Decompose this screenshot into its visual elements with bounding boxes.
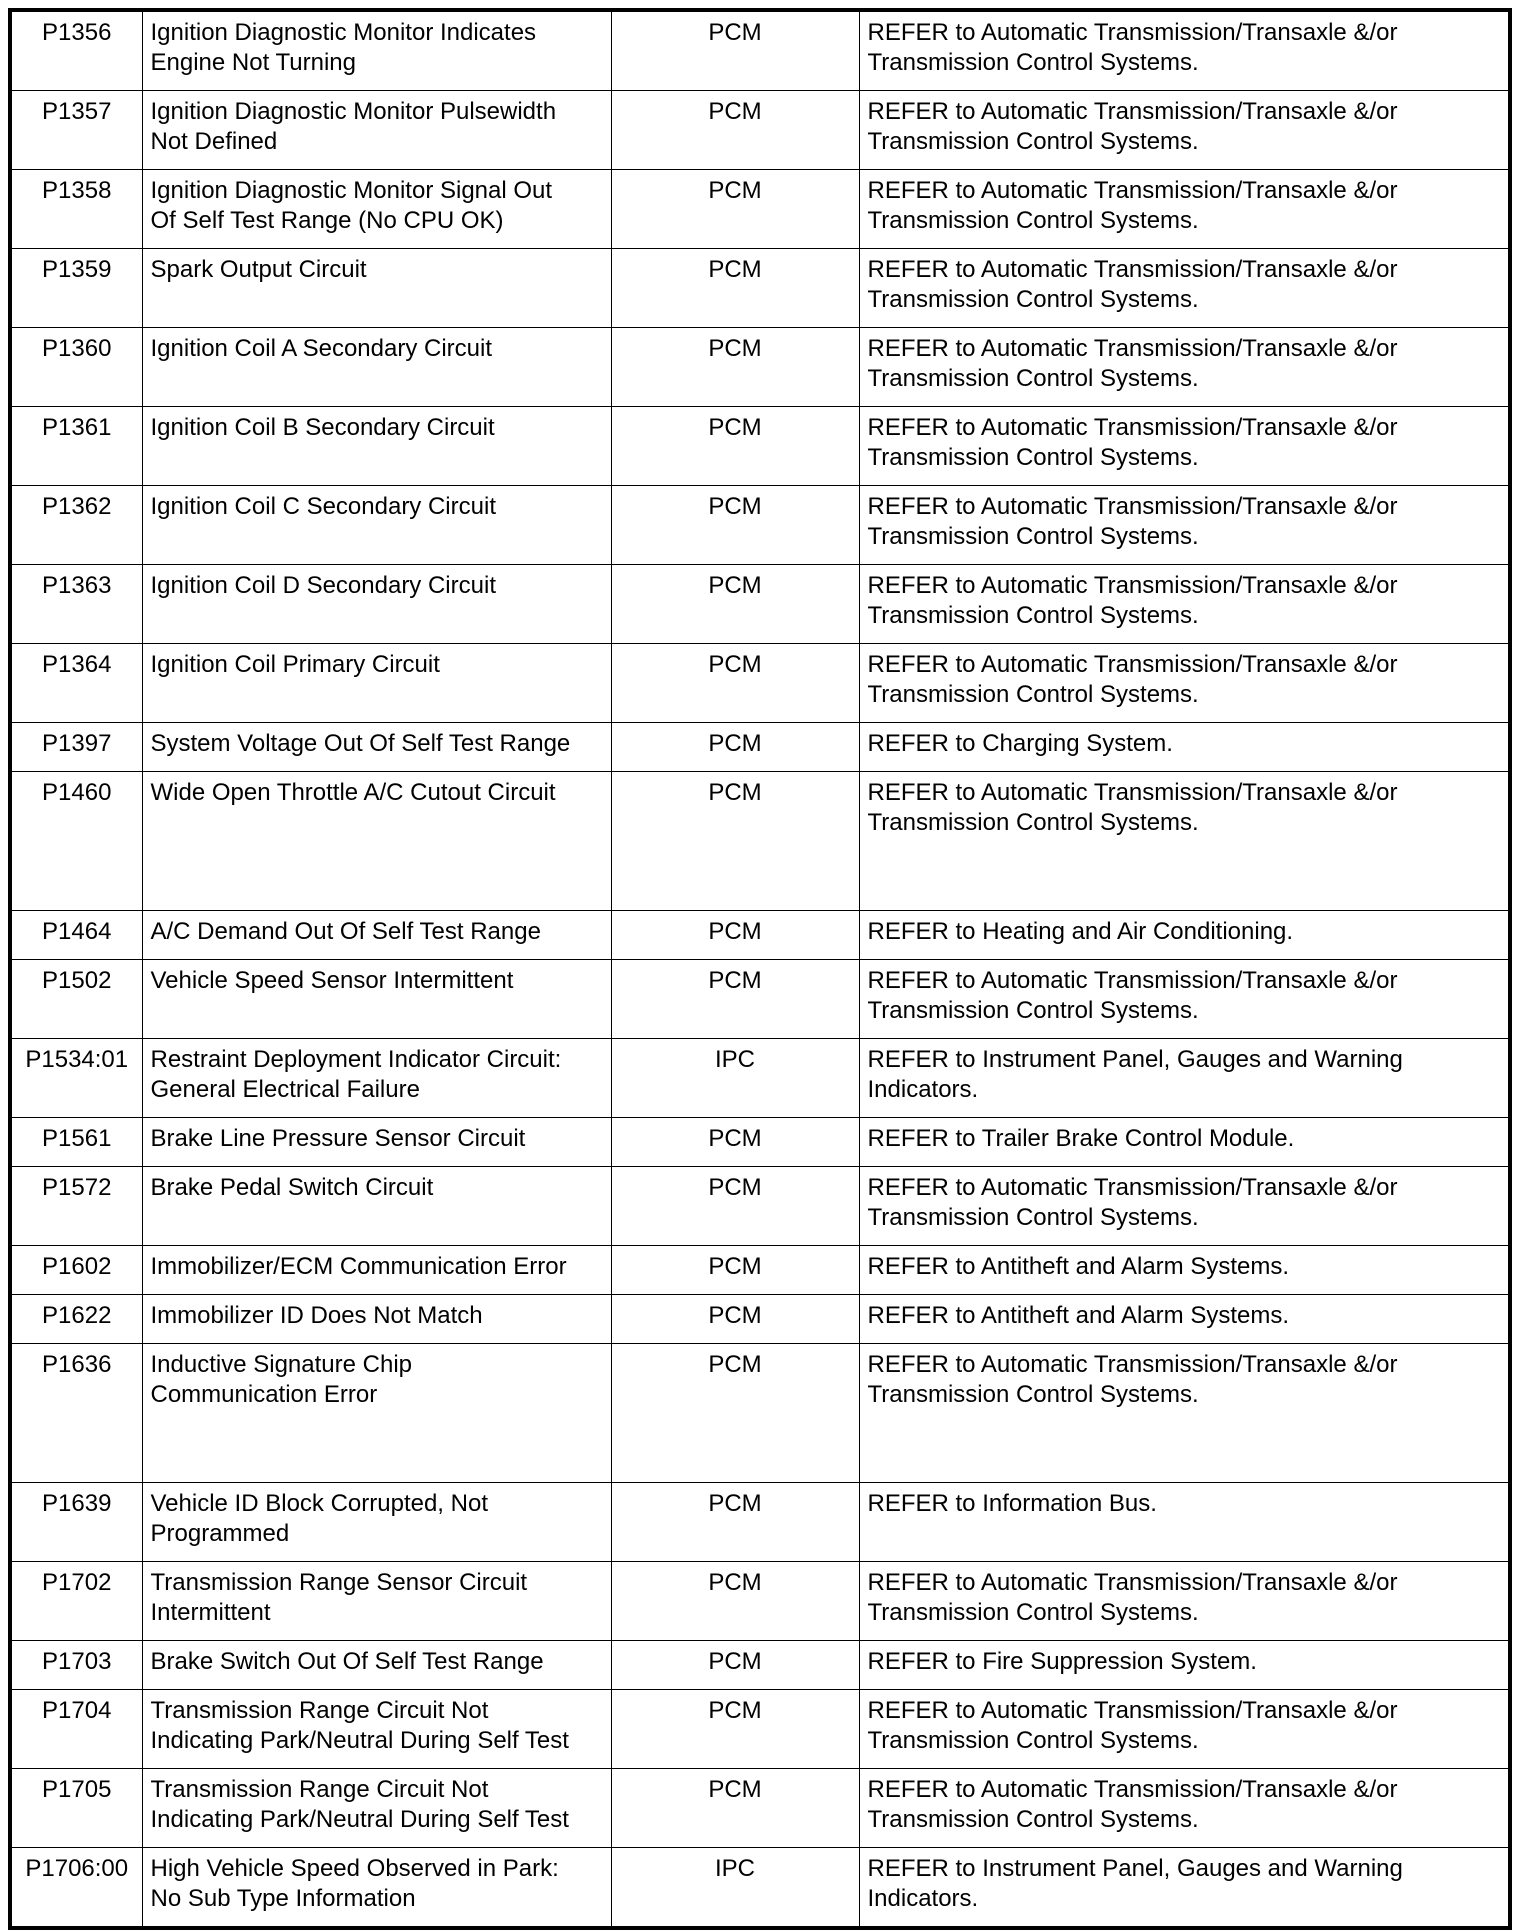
table-row bbox=[10, 1769, 1510, 1848]
dtc-module: PCM bbox=[611, 10, 859, 91]
table-row bbox=[10, 911, 1510, 960]
dtc-description: Vehicle ID Block Corrupted, Not Programmed bbox=[142, 1483, 611, 1562]
dtc-action: REFER to Automatic Transmission/Transaxle &/or Transmission Control Systems. bbox=[859, 328, 1510, 407]
dtc-description: Inductive Signature Chip Communication Error bbox=[142, 1344, 611, 1483]
dtc-description: Ignition Coil D Secondary Circuit bbox=[142, 565, 611, 644]
dtc-description: Ignition Coil Primary Circuit bbox=[142, 644, 611, 723]
dtc-code: P1502 bbox=[10, 960, 142, 1039]
dtc-description: Vehicle Speed Sensor Intermittent bbox=[142, 960, 611, 1039]
dtc-module: PCM bbox=[611, 1295, 859, 1344]
table-row bbox=[10, 772, 1510, 911]
dtc-action: REFER to Information Bus. bbox=[859, 1483, 1510, 1562]
dtc-description: Ignition Coil C Secondary Circuit bbox=[142, 486, 611, 565]
dtc-action: REFER to Automatic Transmission/Transaxle &/or Transmission Control Systems. bbox=[859, 249, 1510, 328]
dtc-code: P1356 bbox=[10, 10, 142, 91]
dtc-action: REFER to Antitheft and Alarm Systems. bbox=[859, 1295, 1510, 1344]
table-row bbox=[10, 1039, 1510, 1118]
table-row bbox=[10, 1344, 1510, 1483]
dtc-code: P1534:01 bbox=[10, 1039, 142, 1118]
dtc-code: P1639 bbox=[10, 1483, 142, 1562]
dtc-code: P1364 bbox=[10, 644, 142, 723]
dtc-code: P1561 bbox=[10, 1118, 142, 1167]
table-row bbox=[10, 644, 1510, 723]
dtc-module: PCM bbox=[611, 1690, 859, 1769]
dtc-description: Spark Output Circuit bbox=[142, 249, 611, 328]
dtc-description: Transmission Range Circuit Not Indicating Park/Neutral During Self Test bbox=[142, 1769, 611, 1848]
dtc-description: Ignition Diagnostic Monitor Pulsewidth Not Defined bbox=[142, 91, 611, 170]
dtc-code: P1706:00 bbox=[10, 1848, 142, 1929]
table-row bbox=[10, 328, 1510, 407]
dtc-code: P1357 bbox=[10, 91, 142, 170]
dtc-action: REFER to Automatic Transmission/Transaxle &/or Transmission Control Systems. bbox=[859, 10, 1510, 91]
dtc-code: P1360 bbox=[10, 328, 142, 407]
dtc-module: PCM bbox=[611, 170, 859, 249]
dtc-action: REFER to Automatic Transmission/Transaxle &/or Transmission Control Systems. bbox=[859, 91, 1510, 170]
dtc-description: A/C Demand Out Of Self Test Range bbox=[142, 911, 611, 960]
dtc-module: PCM bbox=[611, 1344, 859, 1483]
dtc-module: PCM bbox=[611, 1246, 859, 1295]
dtc-action: REFER to Fire Suppression System. bbox=[859, 1641, 1510, 1690]
dtc-code: P1363 bbox=[10, 565, 142, 644]
dtc-module: PCM bbox=[611, 723, 859, 772]
table-row bbox=[10, 249, 1510, 328]
dtc-module: PCM bbox=[611, 911, 859, 960]
table-row bbox=[10, 1118, 1510, 1167]
table-row bbox=[10, 1167, 1510, 1246]
dtc-code: P1358 bbox=[10, 170, 142, 249]
dtc-action: REFER to Trailer Brake Control Module. bbox=[859, 1118, 1510, 1167]
dtc-description: Ignition Diagnostic Monitor Indicates Engine Not Turning bbox=[142, 10, 611, 91]
dtc-module: IPC bbox=[611, 1848, 859, 1929]
dtc-module: PCM bbox=[611, 1167, 859, 1246]
dtc-action: REFER to Automatic Transmission/Transaxle &/or Transmission Control Systems. bbox=[859, 960, 1510, 1039]
dtc-action: REFER to Automatic Transmission/Transaxle &/or Transmission Control Systems. bbox=[859, 170, 1510, 249]
table-row bbox=[10, 170, 1510, 249]
dtc-description: Brake Line Pressure Sensor Circuit bbox=[142, 1118, 611, 1167]
dtc-action: REFER to Automatic Transmission/Transaxle &/or Transmission Control Systems. bbox=[859, 1167, 1510, 1246]
dtc-module: PCM bbox=[611, 328, 859, 407]
table-row bbox=[10, 1246, 1510, 1295]
dtc-action: REFER to Antitheft and Alarm Systems. bbox=[859, 1246, 1510, 1295]
dtc-module: PCM bbox=[611, 91, 859, 170]
table-row bbox=[10, 91, 1510, 170]
dtc-action: REFER to Automatic Transmission/Transaxle &/or Transmission Control Systems. bbox=[859, 1769, 1510, 1848]
dtc-code: P1622 bbox=[10, 1295, 142, 1344]
dtc-description: Transmission Range Sensor Circuit Intermittent bbox=[142, 1562, 611, 1641]
dtc-action: REFER to Automatic Transmission/Transaxle &/or Transmission Control Systems. bbox=[859, 1562, 1510, 1641]
dtc-description: Brake Pedal Switch Circuit bbox=[142, 1167, 611, 1246]
dtc-module: PCM bbox=[611, 1118, 859, 1167]
dtc-description: Immobilizer/ECM Communication Error bbox=[142, 1246, 611, 1295]
table-row bbox=[10, 407, 1510, 486]
dtc-module: PCM bbox=[611, 772, 859, 911]
dtc-description: Transmission Range Circuit Not Indicating Park/Neutral During Self Test bbox=[142, 1690, 611, 1769]
dtc-module: PCM bbox=[611, 960, 859, 1039]
table-row bbox=[10, 10, 1510, 91]
dtc-code: P1362 bbox=[10, 486, 142, 565]
dtc-code: P1359 bbox=[10, 249, 142, 328]
dtc-module: PCM bbox=[611, 1641, 859, 1690]
dtc-action: REFER to Automatic Transmission/Transaxle &/or Transmission Control Systems. bbox=[859, 486, 1510, 565]
table-row bbox=[10, 1641, 1510, 1690]
dtc-code: P1703 bbox=[10, 1641, 142, 1690]
dtc-action: REFER to Automatic Transmission/Transaxle &/or Transmission Control Systems. bbox=[859, 565, 1510, 644]
dtc-description: Ignition Coil A Secondary Circuit bbox=[142, 328, 611, 407]
dtc-action: REFER to Instrument Panel, Gauges and Warning Indicators. bbox=[859, 1848, 1510, 1929]
dtc-table bbox=[8, 8, 1512, 1930]
table-row bbox=[10, 1295, 1510, 1344]
dtc-action: REFER to Automatic Transmission/Transaxle &/or Transmission Control Systems. bbox=[859, 1344, 1510, 1483]
dtc-table-body bbox=[10, 10, 1510, 1928]
dtc-action: REFER to Charging System. bbox=[859, 723, 1510, 772]
dtc-action: REFER to Automatic Transmission/Transaxle &/or Transmission Control Systems. bbox=[859, 407, 1510, 486]
dtc-description: Ignition Diagnostic Monitor Signal Out Of Self Test Range (No CPU OK) bbox=[142, 170, 611, 249]
dtc-code: P1361 bbox=[10, 407, 142, 486]
dtc-code: P1460 bbox=[10, 772, 142, 911]
dtc-description: Brake Switch Out Of Self Test Range bbox=[142, 1641, 611, 1690]
dtc-module: IPC bbox=[611, 1039, 859, 1118]
dtc-code: P1704 bbox=[10, 1690, 142, 1769]
dtc-module: PCM bbox=[611, 1483, 859, 1562]
dtc-module: PCM bbox=[611, 249, 859, 328]
dtc-module: PCM bbox=[611, 407, 859, 486]
dtc-action: REFER to Heating and Air Conditioning. bbox=[859, 911, 1510, 960]
dtc-code: P1572 bbox=[10, 1167, 142, 1246]
dtc-description: System Voltage Out Of Self Test Range bbox=[142, 723, 611, 772]
dtc-code: P1397 bbox=[10, 723, 142, 772]
dtc-module: PCM bbox=[611, 1562, 859, 1641]
table-row bbox=[10, 1848, 1510, 1929]
dtc-action: REFER to Automatic Transmission/Transaxle &/or Transmission Control Systems. bbox=[859, 1690, 1510, 1769]
dtc-code: P1464 bbox=[10, 911, 142, 960]
table-row bbox=[10, 565, 1510, 644]
dtc-action: REFER to Automatic Transmission/Transaxle &/or Transmission Control Systems. bbox=[859, 772, 1510, 911]
table-row bbox=[10, 1562, 1510, 1641]
table-row bbox=[10, 486, 1510, 565]
dtc-description: Immobilizer ID Does Not Match bbox=[142, 1295, 611, 1344]
dtc-action: REFER to Automatic Transmission/Transaxle &/or Transmission Control Systems. bbox=[859, 644, 1510, 723]
dtc-module: PCM bbox=[611, 565, 859, 644]
table-row bbox=[10, 1483, 1510, 1562]
table-row bbox=[10, 723, 1510, 772]
dtc-code: P1705 bbox=[10, 1769, 142, 1848]
dtc-module: PCM bbox=[611, 1769, 859, 1848]
dtc-description: Ignition Coil B Secondary Circuit bbox=[142, 407, 611, 486]
dtc-description: Wide Open Throttle A/C Cutout Circuit bbox=[142, 772, 611, 911]
dtc-action: REFER to Instrument Panel, Gauges and Warning Indicators. bbox=[859, 1039, 1510, 1118]
dtc-module: PCM bbox=[611, 644, 859, 723]
table-row bbox=[10, 1690, 1510, 1769]
dtc-code: P1602 bbox=[10, 1246, 142, 1295]
dtc-description: High Vehicle Speed Observed in Park: No Sub Type Information bbox=[142, 1848, 611, 1929]
dtc-code: P1702 bbox=[10, 1562, 142, 1641]
dtc-module: PCM bbox=[611, 486, 859, 565]
table-row bbox=[10, 960, 1510, 1039]
dtc-description: Restraint Deployment Indicator Circuit: General Electrical Failure bbox=[142, 1039, 611, 1118]
dtc-code: P1636 bbox=[10, 1344, 142, 1483]
